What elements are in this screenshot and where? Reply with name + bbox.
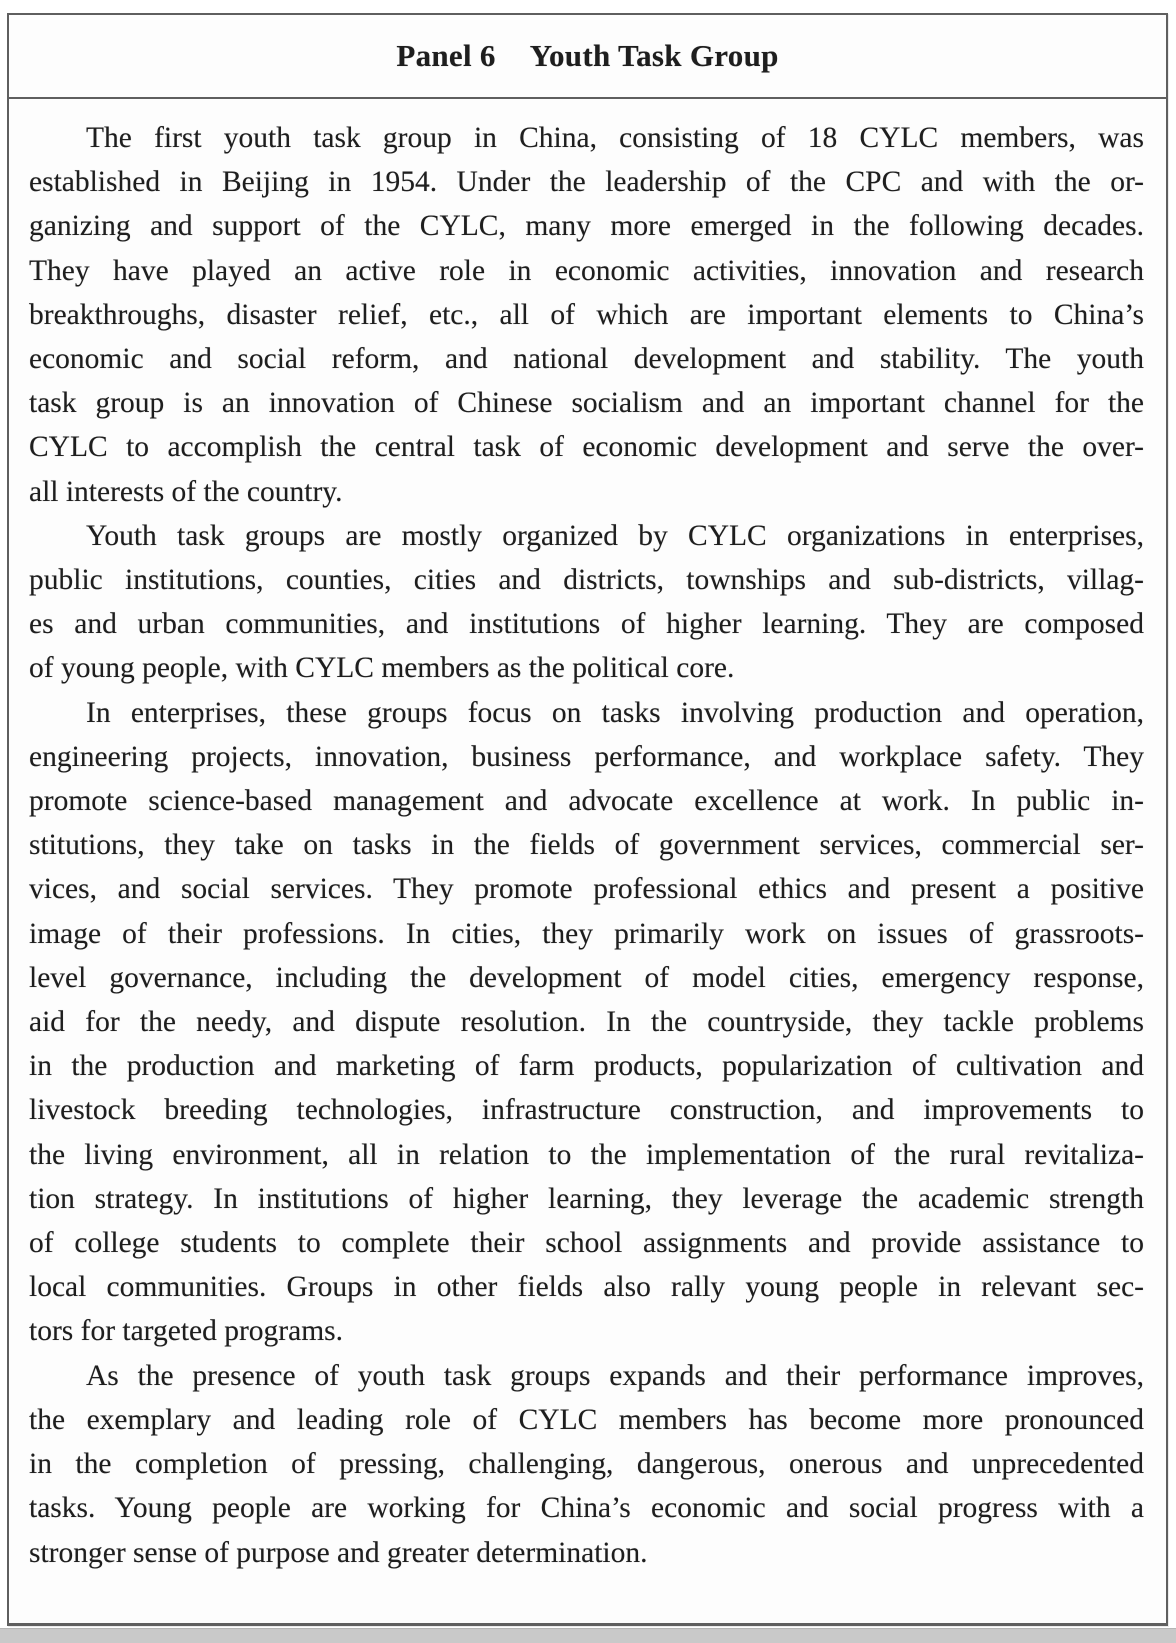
panel-body: [9, 99, 1166, 1575]
text-line: in the completion of pressing, challenging, dangerous, onerous and unprecedented: [29, 1448, 1144, 1481]
text-line: all interests of the country.: [29, 475, 343, 508]
paragraph-1: [29, 116, 1144, 514]
text-line: public institutions, counties, cities and districts, townships and sub-districts, villag-: [29, 564, 1144, 597]
text-line: image of their professions. In cities, they primarily work on issues of grassroots-: [29, 917, 1144, 950]
text-line: tors for targeted programs.: [29, 1315, 344, 1348]
text-line: vices, and social services. They promote professional ethics and present a positive: [29, 873, 1144, 906]
paragraph-2: [29, 514, 1144, 691]
paragraph-3: [29, 691, 1144, 1354]
text-line: stronger sense of purpose and greater determination.: [29, 1536, 648, 1569]
text-line: stitutions, they take on tasks in the fields of government services, commercial ser-: [29, 829, 1144, 862]
text-line: The first youth task group in China, consisting of 18 CYLC members, was: [86, 122, 1144, 154]
panel-label: Panel 6: [396, 38, 496, 73]
text-line: Youth task groups are mostly organized by CYLC organizations in enterprises,: [86, 519, 1144, 552]
text-line: es and urban communities, and institutions of higher learning. They are composed: [29, 608, 1144, 641]
text-line: CYLC to accomplish the central task of economic development and serve the over-: [29, 431, 1144, 464]
text-line: of college students to complete their school assignments and provide assistance to: [29, 1227, 1144, 1260]
text-line: the living environment, all in relation to the implementation of the rural revitaliza-: [29, 1138, 1144, 1171]
text-line: established in Beijing in 1954. Under the leadership of the CPC and with the or-: [29, 166, 1144, 199]
text-line: tion strategy. In institutions of higher learning, they leverage the academic strength: [29, 1182, 1144, 1215]
page-edge-shadow: [0, 1628, 1176, 1643]
text-line: tasks. Young people are working for China’s economic and social progress with a: [29, 1492, 1144, 1525]
panel: [7, 13, 1168, 1626]
panel-header: [9, 15, 1166, 99]
text-line: breakthroughs, disaster relief, etc., all of which are important elements to China’s: [29, 298, 1144, 331]
text-line: in the production and marketing of farm products, popularization of cultivation and: [29, 1050, 1144, 1083]
text-line: They have played an active role in economic activities, innovation and research: [29, 254, 1144, 287]
text-line: level governance, including the development of model cities, emergency response,: [29, 961, 1144, 994]
panel-title: Youth Task Group: [529, 38, 779, 73]
text-line: local communities. Groups in other fields also rally young people in relevant sec-: [29, 1271, 1144, 1304]
text-line: aid for the needy, and dispute resolution. In the countryside, they tackle problems: [29, 1006, 1144, 1039]
text-line: ganizing and support of the CYLC, many more emerged in the following decades.: [29, 210, 1144, 243]
text-line: promote science-based management and advocate excellence at work. In public in-: [29, 785, 1144, 818]
text-line: of young people, with CYLC members as the political core.: [29, 652, 735, 685]
text-line: livestock breeding technologies, infrastructure construction, and improvements to: [29, 1094, 1144, 1127]
text-line: engineering projects, innovation, business performance, and workplace safety. They: [29, 740, 1144, 773]
text-line: economic and social reform, and national development and stability. The youth: [29, 343, 1144, 376]
text-line: task group is an innovation of Chinese socialism and an important channel for the: [29, 387, 1144, 420]
paragraph-4: [29, 1354, 1144, 1575]
text-line: the exemplary and leading role of CYLC members has become more pronounced: [29, 1403, 1144, 1436]
text-line: In enterprises, these groups focus on tasks involving production and operation,: [86, 696, 1144, 729]
text-line: As the presence of youth task groups expands and their performance improves,: [86, 1359, 1144, 1392]
